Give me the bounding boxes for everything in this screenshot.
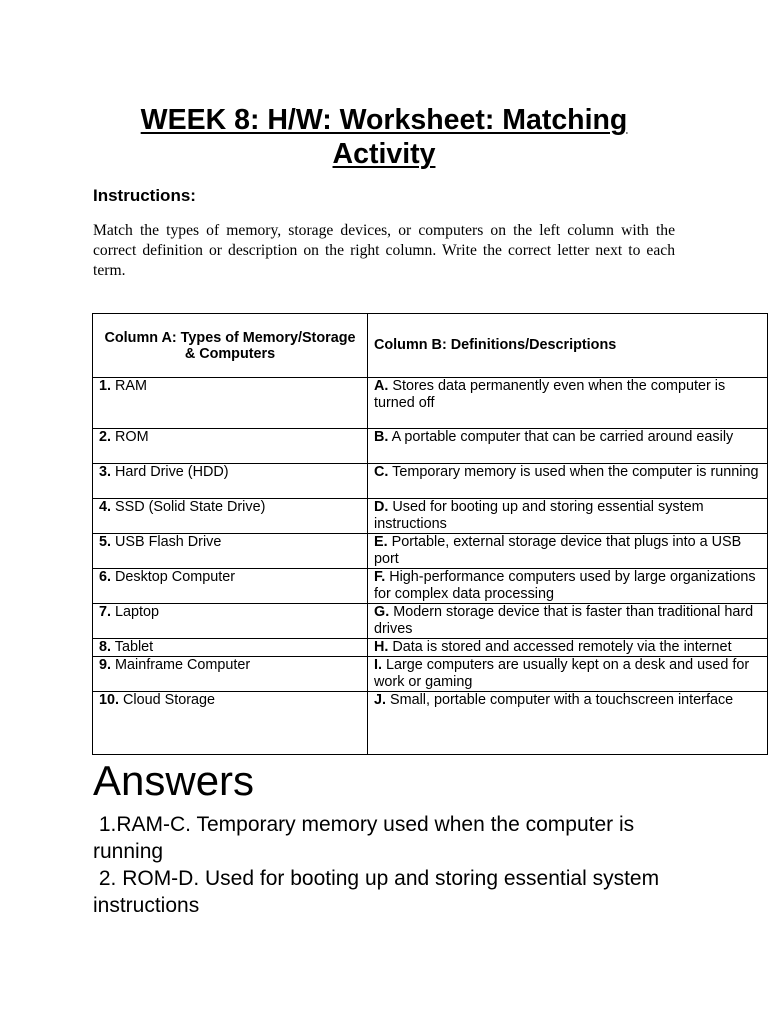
column-a-header: Column A: Types of Memory/Storage & Computers [93,314,368,378]
term-number: 8. [99,639,112,655]
term-cell [93,499,368,534]
term-text: Cloud Storage [123,692,216,708]
term-text: Tablet [114,639,154,655]
definition-letter: H. [374,639,389,655]
instructions-heading: Instructions: [93,186,196,205]
definition-text: Temporary memory is used when the computer is running [392,464,759,480]
definition-cell [368,692,768,755]
definition-text: Modern storage device that is faster than traditional hard drives [374,604,754,637]
definition-cell [368,534,768,569]
definition-letter: C. [374,464,389,480]
table-row [93,692,768,755]
term-cell [93,604,368,639]
definition-letter: D. [374,499,389,515]
term-number: 6. [99,569,112,585]
term-text: USB Flash Drive [115,534,222,550]
term-number: 9. [99,657,112,673]
definition-text: Portable, external storage device that plugs into a USB port [374,534,742,567]
term-cell [93,534,368,569]
term-cell [93,692,368,755]
matching-table [92,313,768,755]
term-cell [93,639,368,657]
definition-cell [368,378,768,429]
term-number: 5. [99,534,112,550]
term-cell [93,378,368,429]
term-number: 4. [99,499,112,515]
term-cell [93,569,368,604]
column-b-header: Column B: Definitions/Descriptions [368,314,768,378]
definition-letter: F. [374,569,386,585]
term-text: Laptop [115,604,160,620]
table-row [93,657,768,692]
instructions-text: Match the types of memory, storage devices, or computers on the left column with the correct definition or description on the right column. Write the correct letter next to each term. [93,222,675,280]
definition-cell [368,639,768,657]
term-text: Mainframe Computer [115,657,251,673]
term-text: Hard Drive (HDD) [115,464,229,480]
definition-text: Small, portable computer with a touchscreen interface [390,692,734,708]
definition-cell [368,569,768,604]
term-number: 2. [99,429,112,445]
table-row [93,534,768,569]
definition-letter: G. [374,604,390,620]
answers-heading: Answers [93,757,255,804]
table-row [93,499,768,534]
answer-item: 2. ROM-D. Used for booting up and storing essential system instructions [93,867,665,917]
term-number: 1. [99,378,112,394]
term-number: 10. [99,692,120,708]
definition-letter: I. [374,657,382,673]
answer-item: 1.RAM-C. Temporary memory used when the computer is running [93,813,640,863]
definition-text: Stores data permanently even when the computer is turned off [374,378,726,411]
definition-letter: A. [374,378,389,394]
definition-text: Data is stored and accessed remotely via the internet [392,639,732,655]
page-title: WEEK 8: H/W: Worksheet: Matching Activity [140,104,628,170]
definition-letter: J. [374,692,387,708]
term-text: Desktop Computer [115,569,235,585]
term-text: ROM [115,429,149,445]
definition-cell [368,464,768,499]
term-text: SSD (Solid State Drive) [115,499,266,515]
definition-text: Large computers are usually kept on a desk and used for work or gaming [374,657,750,690]
table-row [93,429,768,464]
definition-letter: E. [374,534,388,550]
definition-cell [368,604,768,639]
term-cell [93,657,368,692]
definition-letter: B. [374,429,389,445]
definition-cell [368,429,768,464]
term-text: RAM [115,378,147,394]
definition-text: High-performance computers used by large organizations for complex data processing [374,569,756,602]
table-row [93,378,768,429]
term-number: 3. [99,464,112,480]
term-number: 7. [99,604,112,620]
table-row [93,639,768,657]
definition-text: A portable computer that can be carried around easily [391,429,734,445]
table-row [93,569,768,604]
answers-list [93,811,683,919]
definition-text: Used for booting up and storing essential system instructions [374,499,704,532]
definition-cell [368,657,768,692]
table-header-row [93,314,768,378]
table-row [93,604,768,639]
definition-cell [368,499,768,534]
term-cell [93,429,368,464]
term-cell [93,464,368,499]
table-row [93,464,768,499]
